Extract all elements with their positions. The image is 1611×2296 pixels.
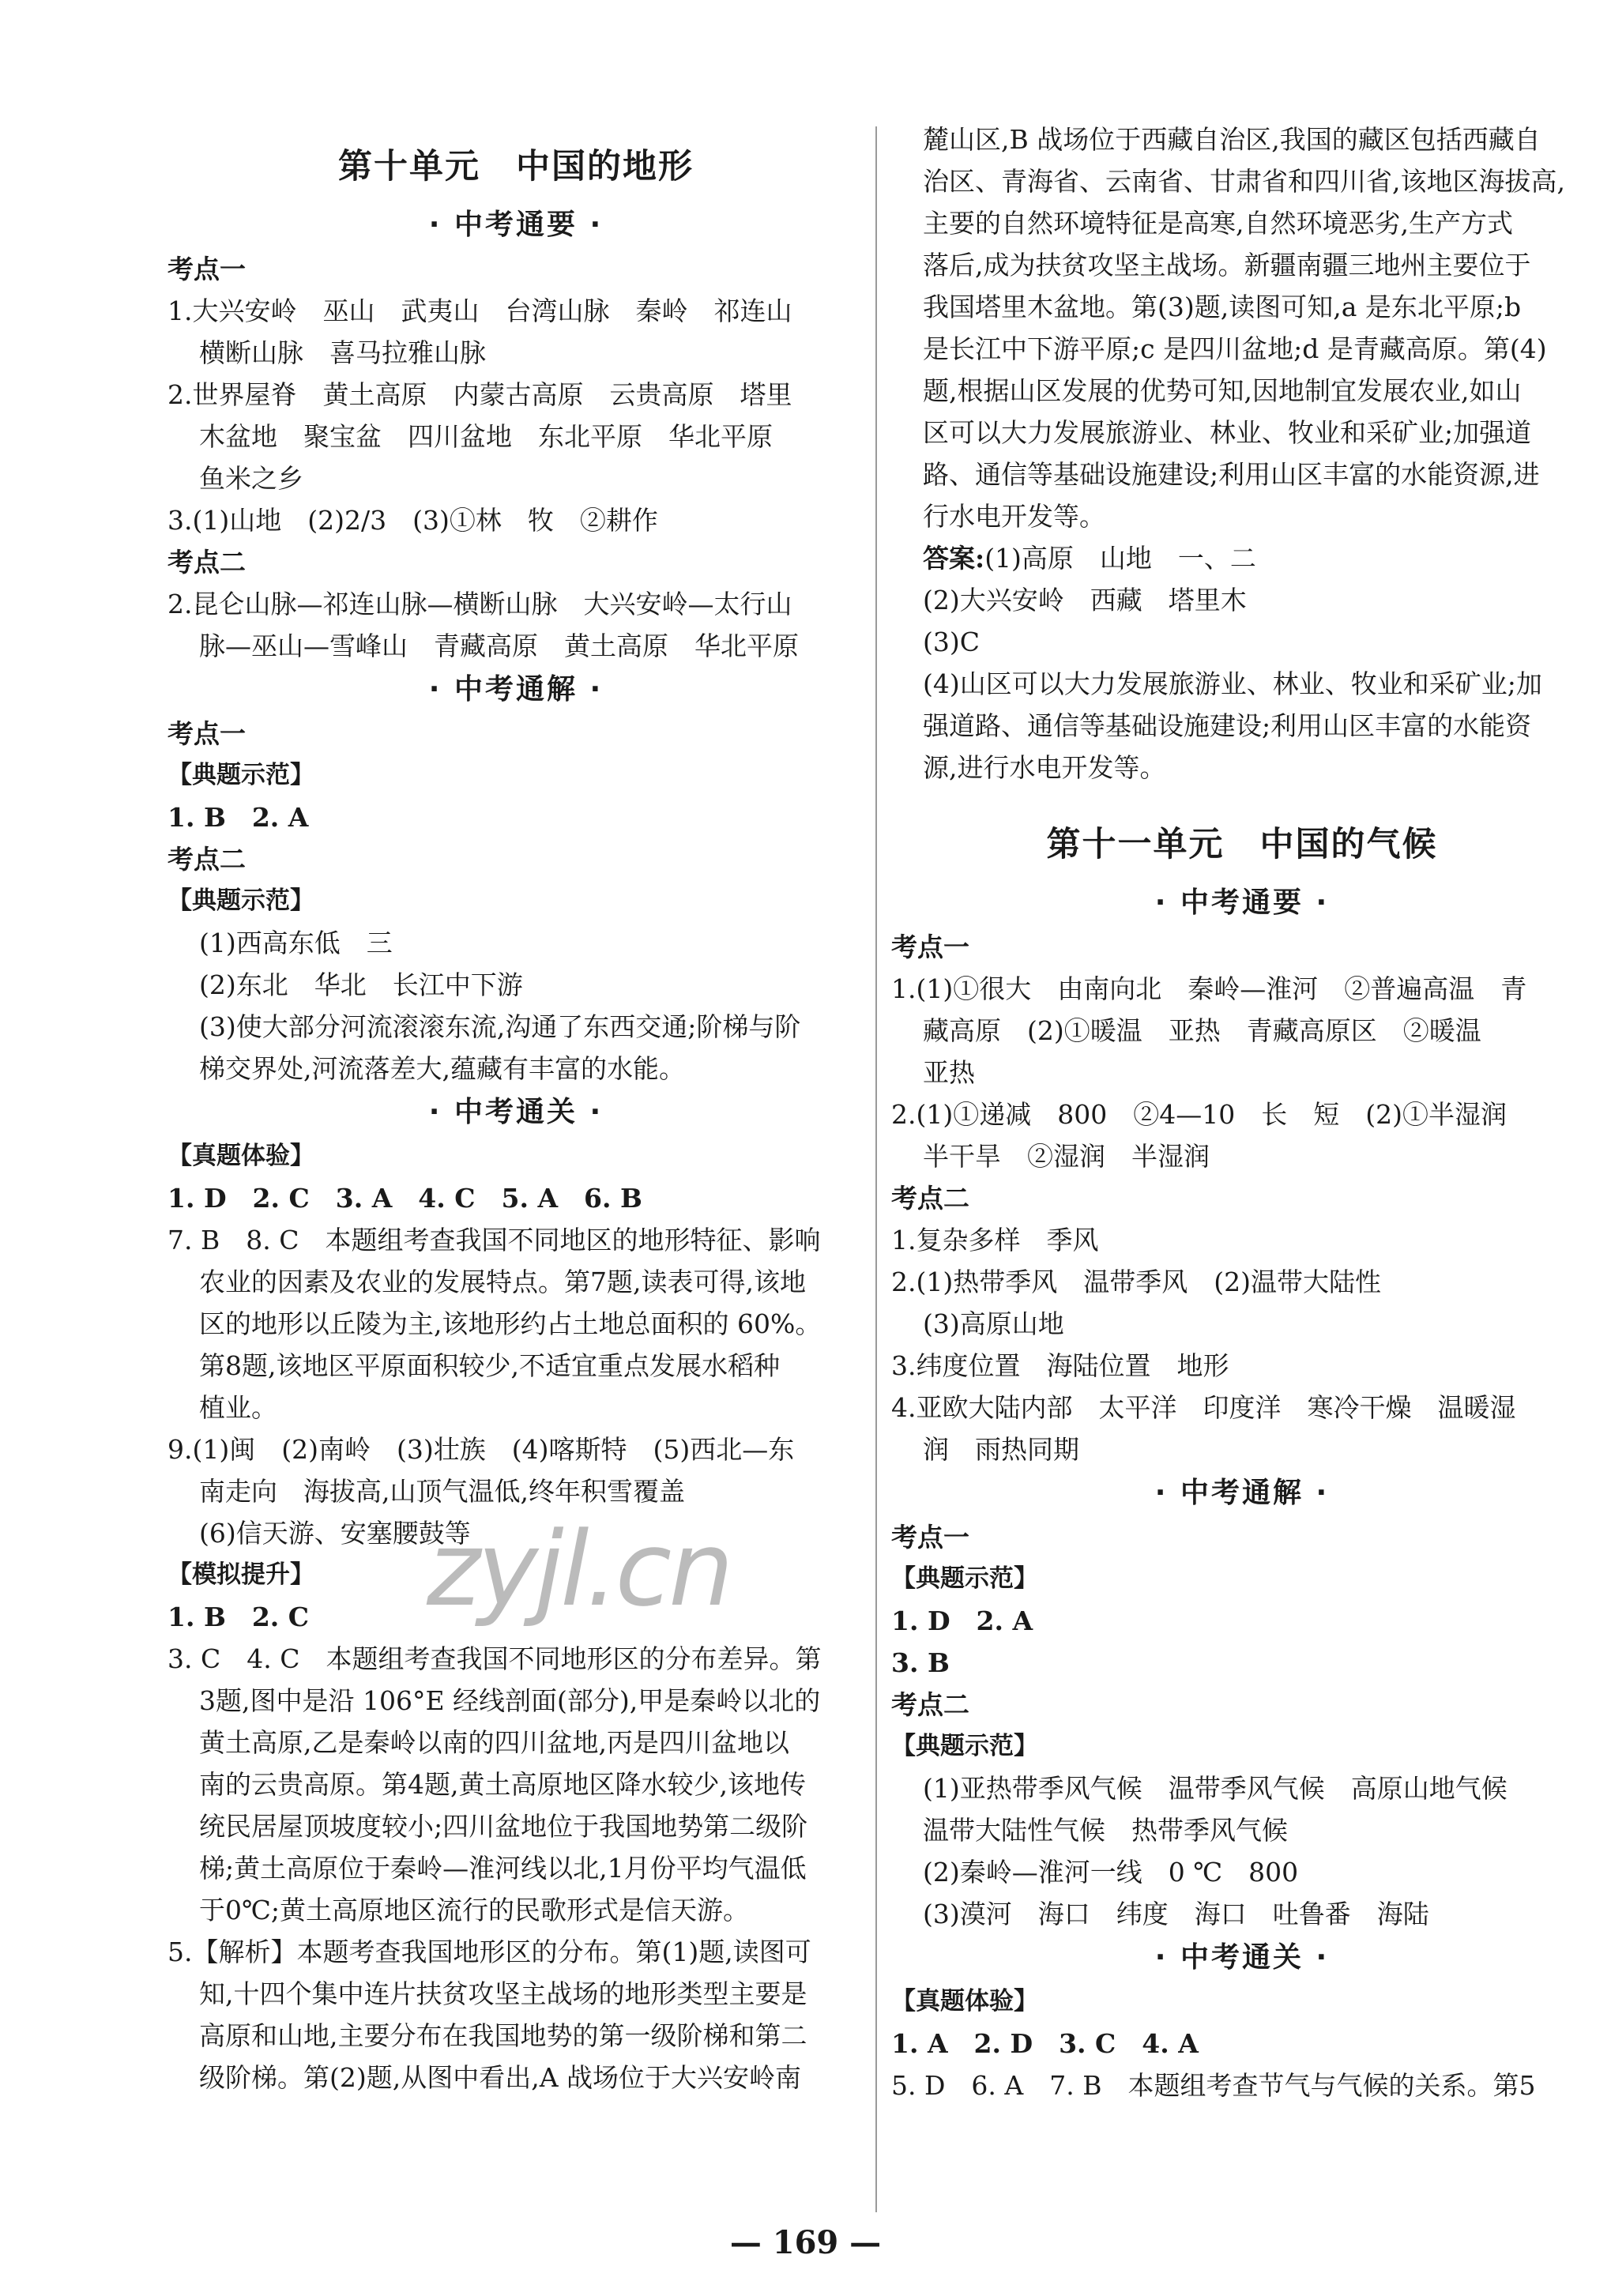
answer-line: 1. B 2. C <box>167 1602 310 1632</box>
answer-line: 5.【解析】本题考查我国地形区的分布。第(1)题,读图可 <box>167 1937 811 1967</box>
answer-line: (3)高原山地 <box>923 1308 1064 1339</box>
dianti-answers <box>891 1767 1593 1935</box>
answer-line: 源,进行水电开发等。 <box>923 752 1166 783</box>
section-title-tongjie: · 中考通解 · <box>428 673 604 706</box>
kaodian-2-answers <box>891 1219 1593 1470</box>
answer-text: (1)高原 山地 一、二 <box>984 543 1256 574</box>
answer-line: 梯交界处,河流落差大,蕴藏有丰富的水能。 <box>199 1053 685 1084</box>
answer-line: 鱼米之乡 <box>199 463 303 494</box>
section-title-tongyao: · 中考通要 · <box>428 209 604 241</box>
answer-line: 统民居屋顶坡度较小;四川盆地位于我国地势第二级阶 <box>199 1811 808 1842</box>
tag-dianti-shifan: 【典题示范】 <box>891 1564 1038 1593</box>
answer-line: 2.昆仑山脉—祁连山脉—横断山脉 大兴安岭—太行山 <box>167 589 792 619</box>
unit-title-10: 第十单元 中国的地形 <box>338 147 694 186</box>
answer-line: 9.(1)闽 (2)南岭 (3)壮族 (4)喀斯特 (5)西北—东 <box>167 1434 795 1465</box>
kaodian-1-answers <box>891 968 1593 1177</box>
answer-line: 润 雨热同期 <box>923 1434 1079 1465</box>
answer-line: 5. D 6. A 7. B 本题组考查节气与气候的关系。第5 <box>891 2070 1536 2101</box>
zhenti-answers <box>167 1219 864 1554</box>
answer-line: 梯;黄土高原位于秦岭—淮河线以北,1月份平均气温低 <box>199 1853 807 1884</box>
section-title-tongyao: · 中考通要 · <box>1154 886 1330 919</box>
kaodian-2-heading: 考点二 <box>167 844 246 875</box>
moni-answers <box>167 1638 864 2098</box>
answer-line: 2.(1)①递减 800 ②4—10 长 短 (2)①半湿润 <box>891 1099 1507 1130</box>
answer-line: 1. D 2. C 3. A 4. C 5. A 6. B <box>167 1183 642 1214</box>
answer-line: 3.(1)山地 (2)2/3 (3)①林 牧 ②耕作 <box>167 505 658 536</box>
answer-line: 级阶梯。第(2)题,从图中看出,A 战场位于大兴安岭南 <box>199 2062 802 2093</box>
answer-line: 1. B 2. A <box>167 802 309 833</box>
tag-moni-tisheng: 【模拟提升】 <box>167 1560 314 1589</box>
answer-line: (3)C <box>923 627 980 657</box>
answer-line: 3题,图中是沿 106°E 经线剖面(部分),甲是秦岭以北的 <box>199 1685 821 1716</box>
section-title-tongguan: · 中考通关 · <box>1154 1941 1330 1974</box>
kaodian-2-heading: 考点二 <box>167 547 246 578</box>
answer-line: 题,根据山区发展的优势可知,因地制宜发展农业,如山 <box>923 375 1522 406</box>
tag-dianti-shifan: 【典题示范】 <box>167 761 314 789</box>
answer-line: 7. B 8. C 本题组考查我国不同地区的地形特征、影响 <box>167 1225 821 1255</box>
answer-line: 4.亚欧大陆内部 太平洋 印度洋 寒冷干燥 温暖湿 <box>891 1392 1516 1423</box>
answer-line: 半干旱 ②湿润 半湿润 <box>923 1141 1210 1172</box>
dianti-answers <box>167 922 864 1090</box>
answer-line: (4)山区可以大力发展旅游业、林业、牧业和采矿业;加 <box>923 668 1542 699</box>
answer-line: 南的云贵高原。第4题,黄土高原地区降水较少,该地传 <box>199 1769 806 1800</box>
answer-line: 农业的因素及农业的发展特点。第7题,读表可得,该地 <box>199 1267 806 1297</box>
answer-line: 高原和山地,主要分布在我国地势的第一级阶梯和第二 <box>199 2020 807 2051</box>
answer-line: 强道路、通信等基础设施建设;利用山区丰富的水能资 <box>923 710 1532 741</box>
answer-line: 1.(1)①很大 由南向北 秦岭—淮河 ②普遍高温 青 <box>891 973 1527 1004</box>
column-divider <box>875 126 877 2212</box>
kaodian-1-heading: 考点一 <box>891 932 969 962</box>
unit-title-11: 第十一单元 中国的气候 <box>1046 825 1438 864</box>
answer-line: 区可以大力发展旅游业、林业、牧业和采矿业;加强道 <box>923 417 1532 448</box>
answer-line: 1.大兴安岭 巫山 武夷山 台湾山脉 秦岭 祁连山 <box>167 295 792 326</box>
answer-line: 藏高原 (2)①暖温 亚热 青藏高原区 ②暖温 <box>923 1015 1481 1046</box>
continued-explanation <box>891 119 1593 537</box>
tag-zhenti-tiyan: 【真题体验】 <box>167 1142 314 1170</box>
kaodian-2-answers <box>167 583 864 667</box>
answer-line: 3. C 4. C 本题组考查我国不同地形区的分布差异。第 <box>167 1643 822 1674</box>
watermark: zyjl.cn <box>427 1509 731 1629</box>
answer-line: 1. A 2. D 3. C 4. A <box>891 2028 1199 2059</box>
kaodian-2-heading: 考点二 <box>891 1689 969 1720</box>
answer-line: (2)秦岭—淮河一线 0 ℃ 800 <box>923 1857 1299 1888</box>
answer-line: 区的地形以丘陵为主,该地形约占土地总面积的 60%。 <box>199 1308 822 1339</box>
section-title-tongguan: · 中考通关 · <box>428 1096 604 1128</box>
answer-line: 我国塔里木盆地。第(3)题,读图可知,a 是东北平原;b <box>923 292 1522 322</box>
kaodian-2-heading: 考点二 <box>891 1183 969 1214</box>
answer-line: 麓山区,B 战场位于西藏自治区,我国的藏区包括西藏自 <box>923 124 1541 155</box>
answer-line: 温带大陆性气候 热带季风气候 <box>923 1815 1288 1846</box>
answer-line: 3. B <box>891 1647 950 1678</box>
answer-line: 横断山脉 喜马拉雅山脉 <box>199 337 486 368</box>
answer-line: 行水电开发等。 <box>923 501 1105 532</box>
tag-zhenti-tiyan: 【真题体验】 <box>891 1987 1038 2016</box>
answer-line: 木盆地 聚宝盆 四川盆地 东北平原 华北平原 <box>199 421 773 452</box>
kaodian-1-heading: 考点一 <box>891 1522 969 1553</box>
answer-line: 路、通信等基础设施建设;利用山区丰富的水能资源,进 <box>923 459 1540 490</box>
answer-line: 于0℃;黄土高原地区流行的民歌形式是信天游。 <box>199 1895 750 1925</box>
answer-line: (3)漠河 海口 纬度 海口 吐鲁番 海陆 <box>923 1899 1429 1929</box>
answer-line: 是长江中下游平原;c 是四川盆地;d 是青藏高原。第(4) <box>923 333 1547 364</box>
answer-line: 脉—巫山—雪峰山 青藏高原 黄土高原 华北平原 <box>199 630 799 661</box>
left-column <box>167 111 864 2098</box>
answer-line: 植业。 <box>199 1392 277 1423</box>
answer-line: 黄土高原,乙是秦岭以南的四川盆地,丙是四川盆地以 <box>199 1727 789 1758</box>
answer-line: 2.世界屋脊 黄土高原 内蒙古高原 云贵高原 塔里 <box>167 379 792 410</box>
kaodian-1-answers <box>167 290 864 541</box>
right-column <box>891 119 1593 2106</box>
answer-line: (1)亚热带季风气候 温带季风气候 高原山地气候 <box>923 1773 1507 1804</box>
answer-line: 第8题,该地区平原面积较少,不适宜重点发展水稻种 <box>199 1350 780 1381</box>
answer-line: 南走向 海拔高,山顶气温低,终年积雪覆盖 <box>199 1476 685 1507</box>
answer-line: 治区、青海省、云南省、甘肃省和四川省,该地区海拔高, <box>923 166 1565 197</box>
answer-line: (2)大兴安岭 西藏 塔里木 <box>923 585 1247 615</box>
tag-dianti-shifan: 【典题示范】 <box>167 886 314 915</box>
answer-line: 2.(1)热带季风 温带季风 (2)温带大陆性 <box>891 1267 1381 1297</box>
kaodian-1-heading: 考点一 <box>167 718 246 749</box>
answer-line: (3)使大部分河流滚滚东流,沟通了东西交通;阶梯与阶 <box>199 1011 801 1042</box>
page-number: — 169 — <box>729 2224 882 2261</box>
section-title-tongjie: · 中考通解 · <box>1154 1477 1330 1509</box>
answer-label: 答案: <box>923 543 985 574</box>
answer-line: 主要的自然环境特征是高寒,自然环境恶劣,生产方式 <box>923 208 1513 239</box>
answer-line: 3.纬度位置 海陆位置 地形 <box>891 1350 1229 1381</box>
answer-line: (2)东北 华北 长江中下游 <box>199 969 523 1000</box>
answer-line: 1. D 2. A <box>891 1605 1033 1636</box>
answer-line: (1)西高东低 三 <box>199 928 393 958</box>
answer-line: 亚热 <box>923 1057 975 1088</box>
kaodian-1-heading: 考点一 <box>167 254 246 284</box>
answer-line: (6)信天游、安塞腰鼓等 <box>199 1518 471 1549</box>
answer-line: 落后,成为扶贫攻坚主战场。新疆南疆三地州主要位于 <box>923 250 1531 280</box>
answer-line: 1.复杂多样 季风 <box>891 1225 1099 1255</box>
answer-line <box>891 537 1593 579</box>
answer-line: 知,十四个集中连片扶贫攻坚主战场的地形类型主要是 <box>199 1978 807 2009</box>
tag-dianti-shifan: 【典题示范】 <box>891 1732 1038 1760</box>
